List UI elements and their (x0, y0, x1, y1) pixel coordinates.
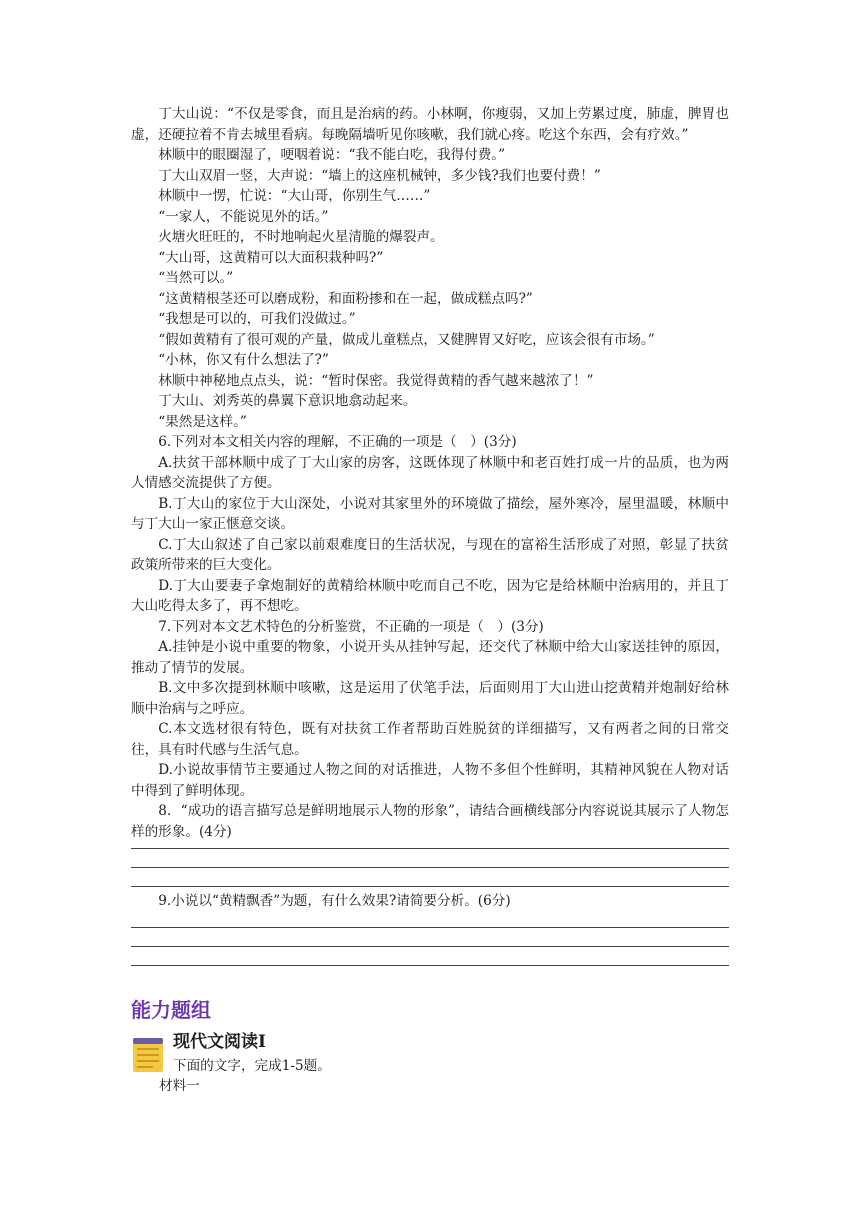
story-paragraph: 火塘火旺旺的，不时地响起火星清脆的爆裂声。 (158, 229, 444, 245)
story-paragraph: “当然可以。” (158, 270, 234, 286)
subsection-title: 现代文阅读Ⅰ (173, 1032, 266, 1052)
answer-line[interactable] (131, 965, 729, 966)
story-paragraph: 丁大山双眉一竖，大声说：“墙上的这座机械钟，多少钱?我们也要付费！” (158, 167, 601, 184)
story-paragraph: “这黄精根茎还可以磨成粉，和面粉掺和在一起，做成糕点吗?” (158, 290, 533, 307)
story-paragraph: 丁大山说：“不仅是零食，而且是治病的药。小林啊，你瘦弱，又加上劳累过度，肺虚，脾胃也虚，还硬拉着不肯去城里看病。每晚隔墙听见你咳嗽，我们就心疼。吃这个东西，会有疗效。” (131, 106, 729, 143)
story-paragraph: 林顺中神秘地点点头，说：“暂时保密。我觉得黄精的香气越来越浓了！” (158, 372, 594, 389)
section-title: 能力题组 (131, 998, 211, 1022)
instruction-text: 下面的文字，完成1-5题。 (173, 1058, 331, 1074)
option-7b: B.文中多次提到林顺中咳嗽，这是运用了伏笔手法，后面则用丁大山进山挖黄精并炮制好给林顺中治病与之呼应。 (131, 680, 729, 717)
story-paragraph: 林顺中一愣，忙说：“大山哥，你别生气……” (158, 188, 431, 204)
story-paragraph: “大山哥，这黄精可以大面积栽种吗?” (158, 249, 384, 266)
answer-line[interactable] (131, 927, 729, 928)
story-paragraph: “一家人，不能说见外的话。” (158, 208, 329, 225)
question-6: 6.下列对本文相关内容的理解，不正确的一项是（ ）(3分) (158, 434, 517, 450)
story-paragraph: “果然是这样。” (158, 413, 247, 430)
option-7c: C.本文选材很有特色，既有对扶贫工作者帮助百姓脱贫的详细描写，又有两者之间的日常交往，具有时代感与生活气息。 (131, 721, 729, 758)
answer-line[interactable] (131, 867, 729, 868)
story-paragraph: 林顺中的眼圈湿了，哽咽着说：“我不能白吃，我得付费。” (158, 147, 506, 163)
answer-line[interactable] (131, 886, 729, 887)
story-paragraph: “假如黄精有了很可观的产量，做成儿童糕点，又健脾胃又好吃，应该会很有市场。” (158, 331, 655, 348)
question-8: 8．“成功的语言描写总是鲜明地展示人物的形象”，请结合画横线部分内容说说其展示了人物怎样的形象。(4分) (131, 803, 729, 840)
option-6a: A.扶贫干部林顺中成了丁大山家的房客，这既体现了林顺中和老百姓打成一片的品质，也为两人情感交流提供了方便。 (131, 454, 729, 491)
story-paragraph: 丁大山、刘秀英的鼻翼下意识地翕动起来。 (158, 393, 417, 409)
answer-line[interactable] (131, 946, 729, 947)
option-6b: B.丁大山的家位于大山深处，小说对其家里外的环境做了描绘，屋外寒冷，屋里温暖，林顺中与丁大山一家正惬意交谈。 (131, 495, 729, 532)
story-paragraph: “小林，你又有什么想法了?” (158, 352, 329, 368)
story-paragraph: “我想是可以的，可我们没做过。” (158, 311, 356, 327)
answer-line[interactable] (131, 848, 729, 849)
material-label: 材料一 (159, 1078, 200, 1094)
option-6d: D.丁大山要妻子拿炮制好的黄精给林顺中吃而自己不吃，因为它是给林顺中治病用的，并且丁大山吃得太多了，再不想吃。 (131, 577, 729, 614)
option-6c: C.丁大山叙述了自己家以前艰难度日的生活状况，与现在的富裕生活形成了对照，彰显了扶贫政策所带来的巨大变化。 (131, 536, 729, 573)
reading-book-icon (131, 1034, 165, 1074)
option-7a: A.挂钟是小说中重要的物象，小说开头从挂钟写起，还交代了林顺中给大山家送挂钟的原因，推动了情节的发展。 (131, 639, 729, 676)
story-text (131, 104, 729, 842)
question-9: 9.小说以“黄精飘香”为题，有什么效果?请简要分析。(6分) (158, 893, 511, 909)
option-7d: D.小说故事情节主要通过人物之间的对话推进，人物不多但个性鲜明，其精神风貌在人物对话中得到了鲜明体现。 (131, 762, 729, 799)
question-7: 7.下列对本文艺术特色的分析鉴赏，不正确的一项是（ ）(3分) (158, 618, 544, 635)
